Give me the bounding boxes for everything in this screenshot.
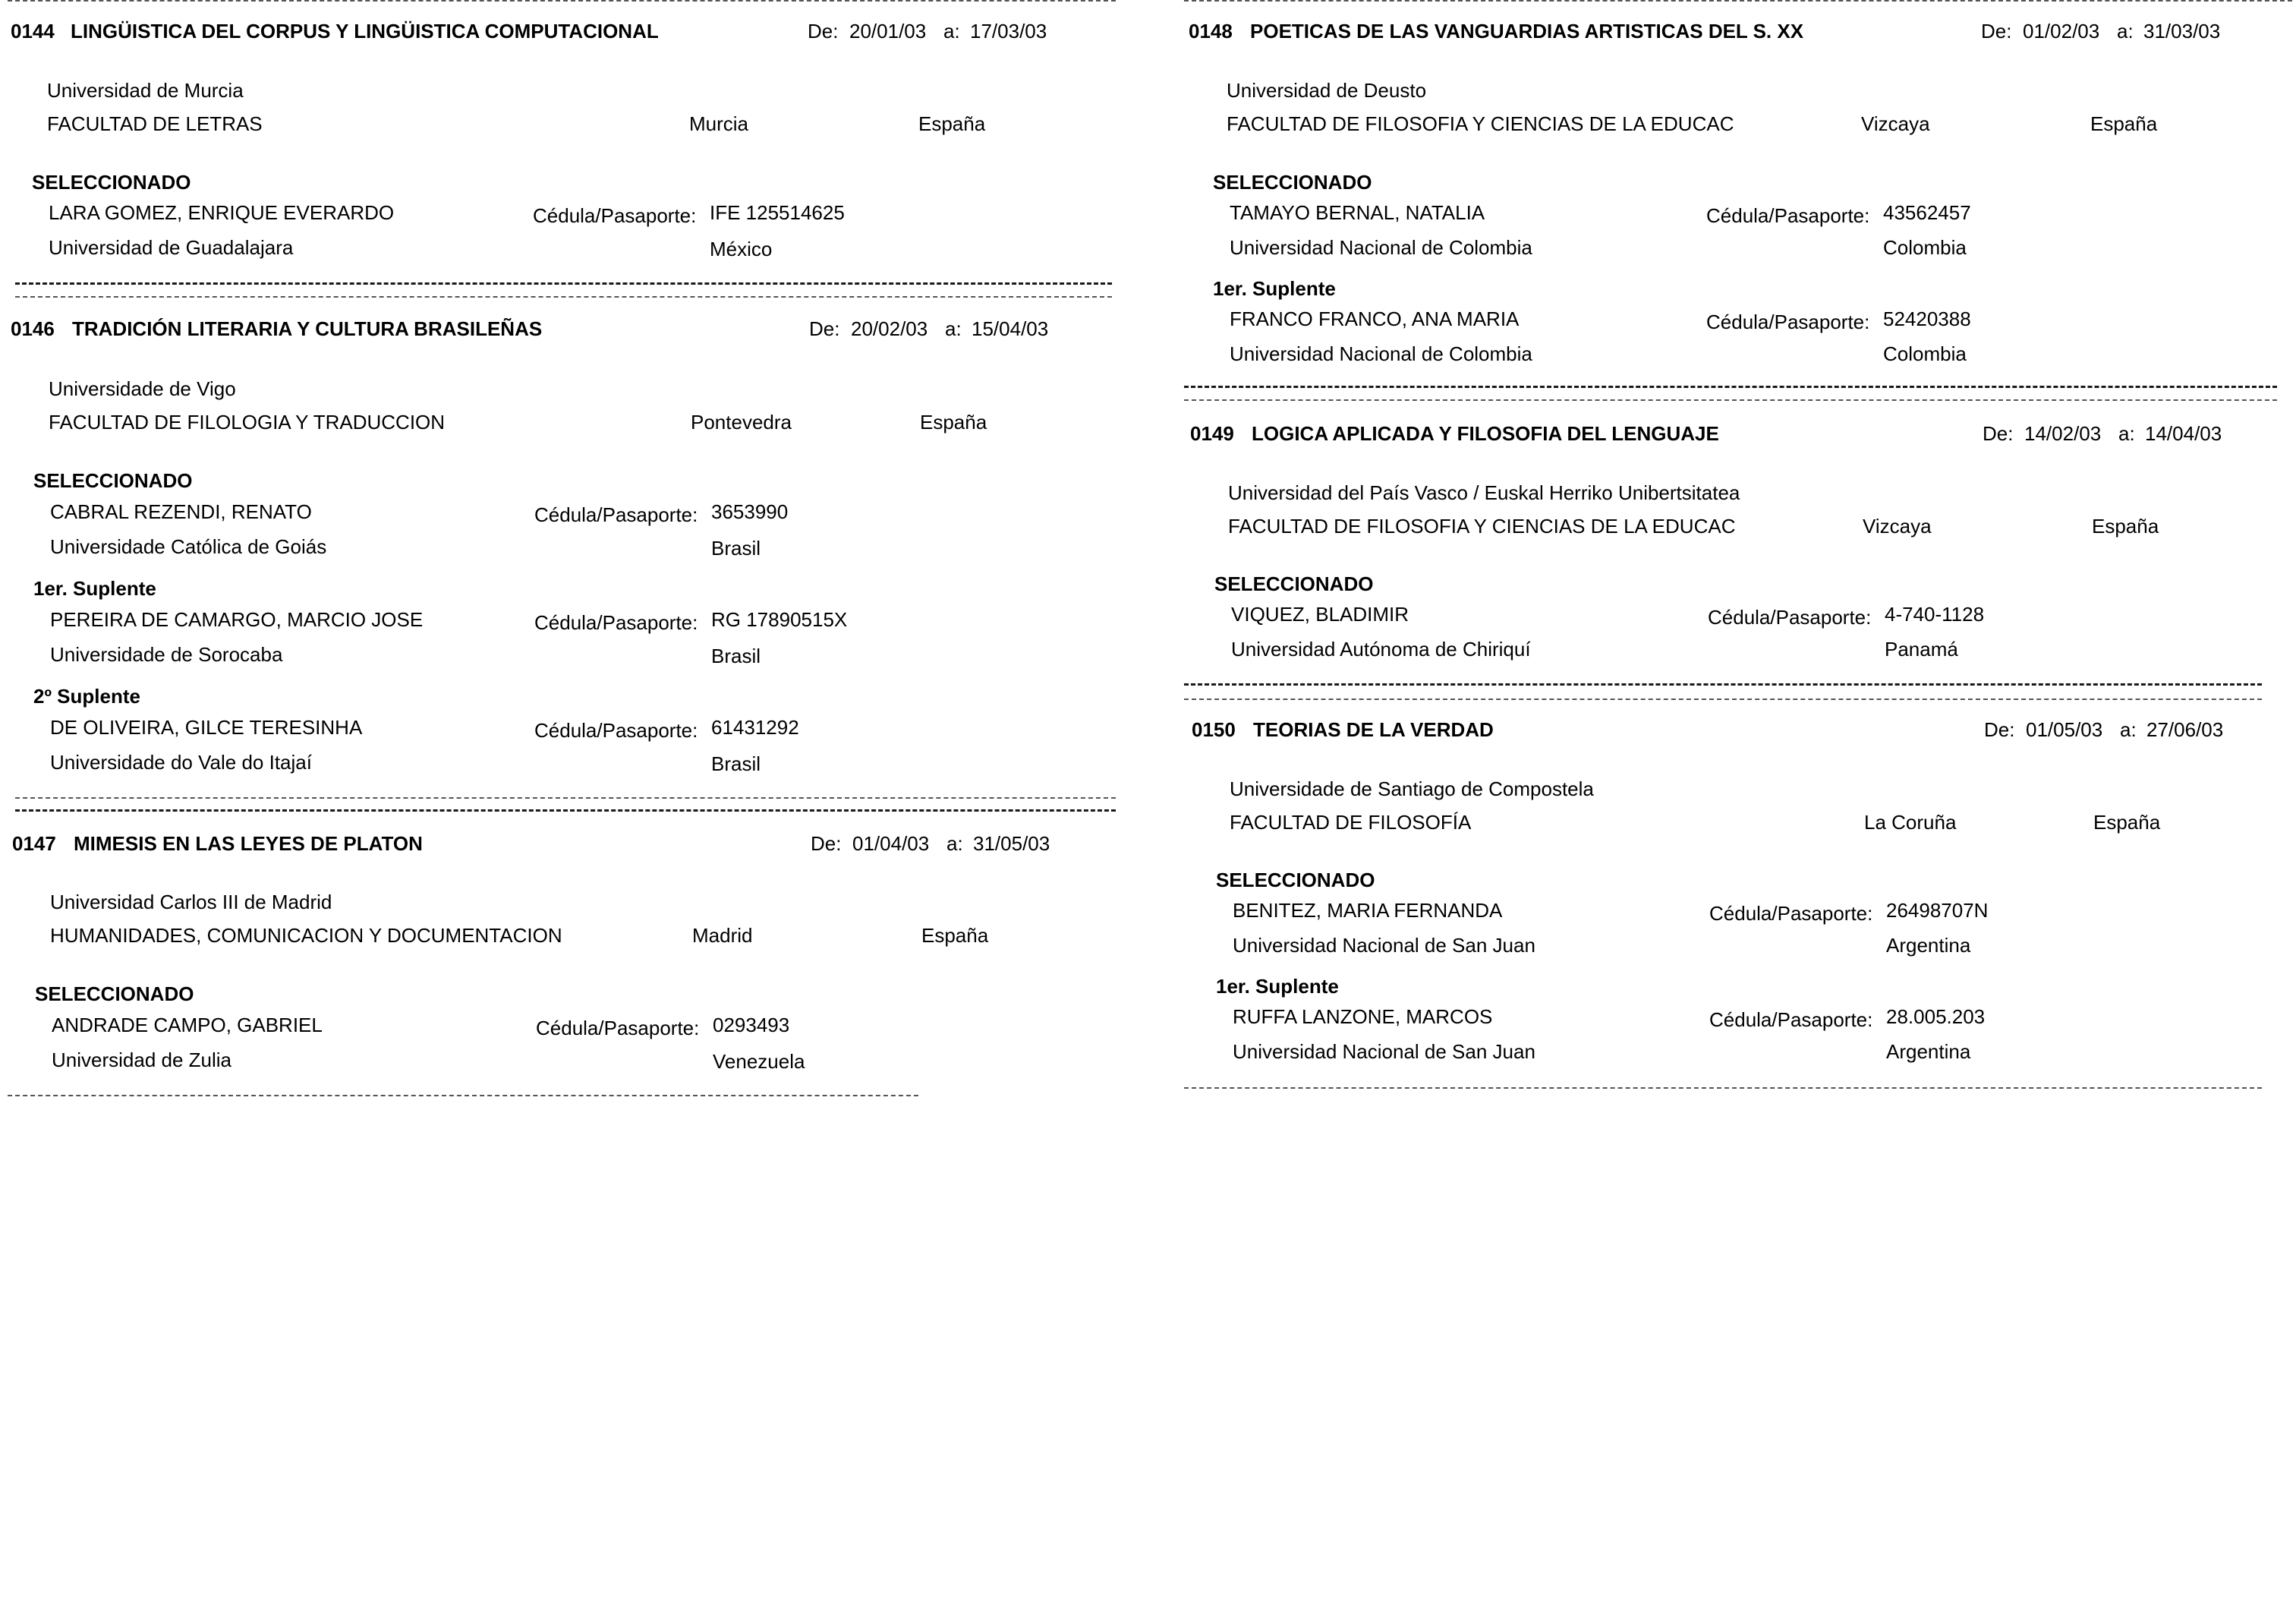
id-label: Cédula/Pasaporte: (1709, 1008, 1873, 1031)
date-from: 01/02/03 (2023, 20, 2100, 43)
person-id: 61431292 (711, 716, 799, 739)
date-from: 20/01/03 (849, 20, 927, 43)
date-to: 14/04/03 (2145, 422, 2222, 445)
person-name: FRANCO FRANCO, ANA MARIA (1230, 307, 1520, 330)
date-from: 01/04/03 (852, 832, 930, 855)
course-code: 0146 (11, 317, 55, 340)
host-country: España (2090, 112, 2158, 135)
date-to: 17/03/03 (970, 20, 1047, 43)
host-university: Universidad de Deusto (1227, 79, 1427, 102)
date-from: 01/05/03 (2026, 718, 2103, 741)
date-to-label: a: (2118, 422, 2135, 445)
host-country: España (918, 112, 986, 135)
separator (1184, 683, 2262, 686)
date-to: 15/04/03 (972, 317, 1049, 340)
host-province: Madrid (692, 924, 753, 947)
course-title: MIMESIS EN LAS LEYES DE PLATON (74, 832, 423, 855)
date-from-label: De: (1983, 422, 2014, 445)
course-title: TRADICIÓN LITERARIA Y CULTURA BRASILEÑAS (72, 317, 543, 340)
person-country: Colombia (1883, 236, 1967, 259)
id-label: Cédula/Pasaporte: (536, 1017, 700, 1039)
course-code: 0147 (12, 832, 56, 855)
person-university: Universidade de Sorocaba (50, 643, 283, 666)
person-university: Universidade do Vale do Itajaí (50, 751, 312, 774)
id-label: Cédula/Pasaporte: (1706, 204, 1870, 227)
host-university: Universidad de Murcia (47, 79, 244, 102)
separator (1184, 399, 2277, 401)
person-country: Brasil (711, 752, 761, 775)
host-university: Universidad del País Vasco / Euskal Herriko Unibertsitatea (1228, 481, 1740, 504)
role-label: SELECCIONADO (32, 171, 191, 194)
role-label: SELECCIONADO (1213, 171, 1372, 194)
date-to-label: a: (946, 832, 963, 855)
person-university: Universidad de Guadalajara (49, 236, 294, 259)
date-from-label: De: (808, 20, 839, 43)
host-country: España (920, 411, 987, 434)
separator (8, 0, 1116, 2)
person-university: Universidad Nacional de San Juan (1233, 1040, 1535, 1063)
course-code: 0149 (1190, 422, 1234, 445)
person-id: 4-740-1128 (1885, 603, 1985, 626)
person-name: RUFFA LANZONE, MARCOS (1233, 1005, 1493, 1028)
date-to: 27/06/03 (2146, 718, 2224, 741)
separator (15, 282, 1112, 285)
role-label: SELECCIONADO (1216, 869, 1375, 891)
role-label: 2º Suplente (33, 685, 140, 708)
person-id: 43562457 (1883, 201, 1971, 224)
host-faculty: FACULTAD DE LETRAS (47, 112, 263, 135)
person-name: ANDRADE CAMPO, GABRIEL (52, 1014, 323, 1036)
separator (1184, 698, 2262, 700)
date-to: 31/05/03 (973, 832, 1050, 855)
person-university: Universidad Nacional de Colombia (1230, 236, 1532, 259)
date-from-label: De: (1984, 718, 2015, 741)
host-country: España (2092, 515, 2159, 538)
host-faculty: FACULTAD DE FILOSOFÍA (1230, 811, 1472, 834)
date-to-label: a: (945, 317, 962, 340)
course-code: 0148 (1189, 20, 1233, 43)
date-from: 14/02/03 (2024, 422, 2102, 445)
date-from: 20/02/03 (851, 317, 928, 340)
course-title: LINGÜISTICA DEL CORPUS Y LINGÜISTICA COMPUTACIONAL (71, 20, 659, 43)
separator (15, 797, 1116, 799)
host-country: España (2093, 811, 2161, 834)
separator (1184, 1087, 2262, 1089)
separator (15, 809, 1116, 812)
person-name: TAMAYO BERNAL, NATALIA (1230, 201, 1485, 224)
course-code: 0150 (1192, 718, 1236, 741)
person-name: DE OLIVEIRA, GILCE TERESINHA (50, 716, 363, 739)
person-id: 0293493 (713, 1014, 790, 1036)
id-label: Cédula/Pasaporte: (534, 503, 698, 526)
host-province: Pontevedra (691, 411, 792, 434)
person-country: Argentina (1886, 934, 1971, 957)
id-label: Cédula/Pasaporte: (1709, 902, 1873, 925)
person-id: 26498707N (1886, 899, 1989, 922)
person-name: LARA GOMEZ, ENRIQUE EVERARDO (49, 201, 395, 224)
person-name: VIQUEZ, BLADIMIR (1231, 603, 1409, 626)
host-university: Universidade de Santiago de Compostela (1230, 777, 1594, 800)
date-to-label: a: (2117, 20, 2134, 43)
date-from-label: De: (809, 317, 840, 340)
host-province: Murcia (689, 112, 749, 135)
id-label: Cédula/Pasaporte: (533, 204, 697, 227)
separator (1184, 386, 2277, 388)
id-label: Cédula/Pasaporte: (1706, 311, 1870, 333)
host-faculty: FACULTAD DE FILOLOGIA Y TRADUCCION (49, 411, 446, 434)
id-label: Cédula/Pasaporte: (534, 611, 698, 634)
separator (15, 296, 1112, 298)
person-country: Brasil (711, 537, 761, 560)
date-to-label: a: (2120, 718, 2137, 741)
person-country: Brasil (711, 645, 761, 667)
host-province: Vizcaya (1863, 515, 1932, 538)
person-university: Universidade Católica de Goiás (50, 535, 327, 558)
person-university: Universidad Nacional de San Juan (1233, 934, 1535, 957)
course-code: 0144 (11, 20, 55, 43)
course-title: POETICAS DE LAS VANGUARDIAS ARTISTICAS DEL S. XX (1250, 20, 1804, 43)
host-province: Vizcaya (1861, 112, 1930, 135)
host-faculty: FACULTAD DE FILOSOFIA Y CIENCIAS DE LA EDUCAC (1227, 112, 1734, 135)
person-name: PEREIRA DE CAMARGO, MARCIO JOSE (50, 608, 424, 631)
person-id: 3653990 (711, 500, 789, 523)
person-country: Argentina (1886, 1040, 1971, 1063)
role-label: SELECCIONADO (33, 469, 193, 492)
host-university: Universidade de Vigo (49, 377, 236, 400)
host-country: España (921, 924, 989, 947)
person-id: 52420388 (1883, 307, 1971, 330)
person-university: Universidad Autónoma de Chiriquí (1231, 638, 1531, 661)
role-label: SELECCIONADO (35, 982, 194, 1005)
person-name: CABRAL REZENDI, RENATO (50, 500, 312, 523)
host-faculty: FACULTAD DE FILOSOFIA Y CIENCIAS DE LA EDUCAC (1228, 515, 1736, 538)
host-faculty: HUMANIDADES, COMUNICACION Y DOCUMENTACION (50, 924, 562, 947)
date-to: 31/03/03 (2143, 20, 2221, 43)
date-from-label: De: (1981, 20, 2012, 43)
person-country: Panamá (1885, 638, 1958, 661)
separator (8, 1095, 918, 1096)
course-title: LOGICA APLICADA Y FILOSOFIA DEL LENGUAJE (1252, 422, 1719, 445)
person-university: Universidad de Zulia (52, 1049, 232, 1071)
person-country: México (710, 238, 773, 260)
date-to-label: a: (943, 20, 960, 43)
person-id: 28.005.203 (1886, 1005, 1986, 1028)
host-university: Universidad Carlos III de Madrid (50, 891, 332, 913)
person-id: RG 17890515X (711, 608, 848, 631)
role-label: 1er. Suplente (1213, 277, 1336, 300)
role-label: 1er. Suplente (33, 577, 156, 600)
person-country: Venezuela (713, 1050, 805, 1073)
course-title: TEORIAS DE LA VERDAD (1253, 718, 1494, 741)
host-province: La Coruña (1864, 811, 1957, 834)
id-label: Cédula/Pasaporte: (1708, 606, 1872, 629)
id-label: Cédula/Pasaporte: (534, 719, 698, 742)
person-name: BENITEZ, MARIA FERNANDA (1233, 899, 1503, 922)
person-university: Universidad Nacional de Colombia (1230, 342, 1532, 365)
role-label: SELECCIONADO (1214, 572, 1374, 595)
person-country: Colombia (1883, 342, 1967, 365)
date-from-label: De: (811, 832, 842, 855)
separator (1184, 0, 2292, 2)
role-label: 1er. Suplente (1216, 975, 1339, 998)
person-id: IFE 125514625 (710, 201, 845, 224)
